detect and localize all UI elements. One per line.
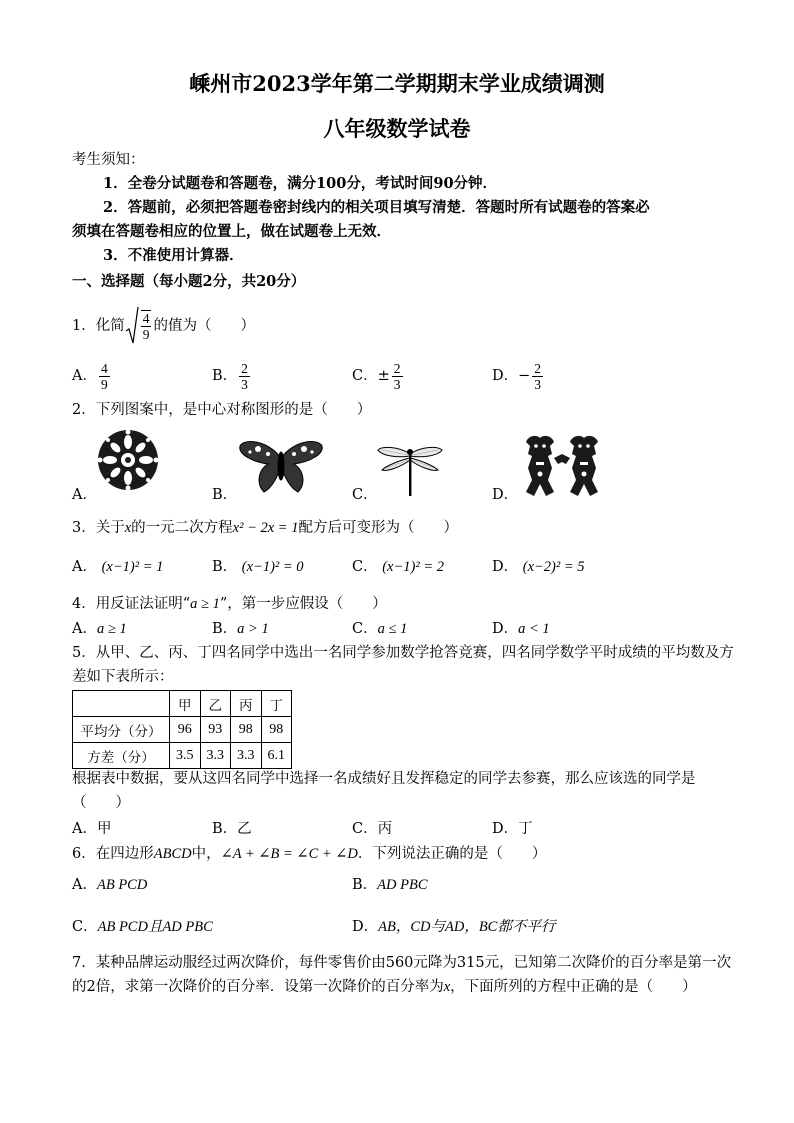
option-sign: ± — [377, 368, 390, 384]
q3-equation: x² − 2x = 1 — [232, 520, 299, 536]
radicand-numerator: 4 — [142, 311, 150, 326]
option-fraction — [239, 361, 250, 392]
question-5-stem: 5．从甲、乙、丙、丁四名同学中选出一名同学参加数学抢答竞赛，四名同学数学平时成绩的平均数及方 — [72, 645, 734, 661]
denominator: 9 — [100, 376, 108, 392]
question-4-stem — [72, 594, 387, 614]
table-row — [73, 717, 292, 743]
option-expression: a > 1 — [237, 621, 269, 637]
option-label: C． — [72, 919, 98, 935]
radical-sign-icon — [125, 306, 139, 346]
table-row — [73, 743, 292, 769]
q6-option-d — [352, 917, 555, 937]
option-expression: a ≤ 1 — [377, 621, 408, 637]
option-label: B． — [212, 621, 238, 637]
butterfly-figure — [238, 436, 324, 498]
notice-item-3: 3．不准使用计算器． — [103, 247, 244, 264]
option-label: B． — [212, 559, 238, 575]
q5-option-c — [352, 819, 392, 839]
q6-option-b — [352, 875, 428, 895]
option-text: 丁 — [518, 821, 533, 837]
radicand-fraction — [141, 310, 152, 342]
question-3-stem — [72, 518, 458, 538]
option-label: A． — [72, 368, 97, 384]
exam-title: 嵊州市2023学年第二学期期末学业成绩调测 — [189, 71, 605, 96]
notice-item-1: 1．全卷分试题卷和答题卷，满分100分，考试时间90分钟． — [103, 175, 498, 192]
question-2-stem: 2．下列图案中，是中心对称图形的是（ ） — [72, 402, 372, 418]
question-5-stem-cont: 差如下表所示： — [72, 669, 174, 685]
question-6-stem — [72, 844, 546, 864]
option-expression: AB PCD — [96, 877, 148, 893]
q4-option-a — [72, 619, 127, 639]
q2-option-a-label: A． — [72, 487, 97, 503]
q6-condition: ∠A + ∠B = ∠C + ∠D — [220, 846, 358, 862]
q4-statement: a ≥ 1 — [190, 596, 220, 612]
numerator: 2 — [534, 360, 542, 376]
q6-prefix: 6．在四边形 — [72, 846, 154, 862]
option-expression: (x−2)² = 5 — [522, 559, 585, 575]
q1-option-a — [72, 356, 112, 396]
q6-suffix: ．下列说法正确的是（ ） — [357, 846, 547, 862]
option-expression: AD PBC — [377, 877, 428, 893]
option-sign: − — [518, 368, 531, 384]
option-expression: AB PCD且AD PBC — [97, 919, 213, 935]
option-label: D． — [352, 919, 379, 935]
flower-medallion-figure — [96, 428, 160, 492]
option-label: D． — [492, 621, 519, 637]
question-7-stem-cont — [72, 977, 697, 997]
q3-option-c — [352, 557, 444, 577]
option-label: C． — [352, 821, 378, 837]
denominator: 3 — [534, 376, 542, 392]
numerator: 2 — [241, 360, 248, 376]
option-label: B． — [212, 368, 238, 384]
option-expression: a < 1 — [518, 621, 550, 637]
option-expression: (x−1)² = 1 — [101, 559, 164, 575]
table-header-cell: 丙 — [231, 691, 262, 717]
row-label-cell: 平均分（分） — [73, 717, 170, 743]
table-header-row — [73, 691, 292, 717]
section-heading: 一、选择题（每小题2分，共20分） — [72, 273, 306, 290]
option-expression: a ≥ 1 — [96, 621, 127, 637]
option-label: B． — [352, 877, 378, 893]
q3-suffix: 配方后可变形为（ ） — [298, 520, 458, 536]
denominator: 3 — [393, 376, 401, 392]
option-label: A． — [72, 877, 97, 893]
q3-prefix: 3．关于 — [72, 520, 125, 536]
option-label: A． — [72, 559, 97, 575]
dragonfly-figure — [376, 440, 444, 498]
q4-prefix: 4．用反证法证明“ — [72, 596, 191, 612]
table-cell: 3.3 — [200, 743, 231, 769]
sqrt-expression — [125, 306, 154, 346]
option-label: C． — [352, 368, 378, 384]
denominator: 3 — [241, 376, 248, 392]
q2-option-c-label: C． — [352, 487, 378, 503]
score-table — [72, 690, 292, 769]
notice-item-2: 2．答题前，必须把答题卷密封线内的相关项目填写清楚．答题时所有试题卷的答案必 — [103, 199, 650, 216]
q6-shape: ABCD — [153, 846, 192, 862]
numerator: 4 — [100, 360, 108, 376]
option-fraction — [99, 361, 110, 392]
option-text: 丙 — [377, 821, 393, 837]
table-cell: 93 — [200, 717, 231, 743]
option-expression: AB，CD与AD，BC都不平行 — [378, 919, 556, 935]
q1-suffix: 的值为（ ） — [153, 318, 255, 334]
question-1-stem — [72, 305, 255, 347]
row-label-cell: 方差（分） — [73, 743, 170, 769]
question-5-followup: 根据表中数据，要从这四名同学中选择一名成绩好且发挥稳定的同学去参赛，那么应该选的同学是 — [72, 771, 696, 787]
q1-option-c — [352, 356, 405, 396]
table-cell: 96 — [170, 717, 201, 743]
table-header-cell: 丁 — [261, 691, 292, 717]
table-corner-cell — [73, 691, 170, 717]
q3-mid: 的一元二次方程 — [131, 520, 233, 536]
table-cell: 98 — [261, 717, 292, 743]
question-7-stem: 7．某种品牌运动服经过两次降价，每件零售价由560元降为315元，已知第二次降价的百分率是第一次 — [72, 955, 732, 971]
option-fraction — [392, 361, 403, 392]
q6-option-a — [72, 875, 147, 895]
option-expression: (x−1)² = 2 — [382, 559, 444, 575]
option-label: C． — [352, 621, 378, 637]
q3-variable: x — [124, 520, 132, 536]
table-cell: 98 — [231, 717, 262, 743]
table-cell: 3.5 — [170, 743, 201, 769]
q3-option-d — [492, 557, 585, 577]
q4-option-c — [352, 619, 407, 639]
exam-subtitle: 八年级数学试卷 — [323, 116, 471, 141]
q6-option-c — [72, 917, 213, 937]
q3-option-a — [72, 557, 163, 577]
q7-variable: x — [443, 979, 451, 995]
q5-option-b — [212, 819, 252, 839]
q7-text: 的2倍，求第一次降价的百分率．设第一次降价的百分率为 — [72, 979, 444, 995]
option-expression: (x−1)² = 0 — [241, 559, 304, 575]
q1-option-d — [492, 356, 545, 396]
q4-suffix: ”，第一步应假设（ ） — [219, 596, 387, 612]
option-text: 甲 — [96, 821, 112, 837]
option-label: A． — [72, 621, 97, 637]
q1-prefix: 1．化简 — [72, 318, 125, 334]
option-text: 乙 — [237, 821, 252, 837]
option-label: D． — [492, 821, 519, 837]
option-label: D． — [492, 559, 519, 575]
option-fraction — [532, 361, 543, 392]
notice-heading: 考生须知： — [72, 152, 145, 168]
option-label: B． — [212, 821, 238, 837]
q2-option-d-label: D． — [492, 487, 519, 503]
option-label: C． — [352, 559, 378, 575]
q5-option-d — [492, 819, 533, 839]
notice-item-2-cont: 须填在答题卷相应的位置上，做在试题卷上无效． — [72, 223, 391, 240]
question-5-followup-cont: （ ） — [72, 795, 130, 811]
q3-option-b — [212, 557, 304, 577]
radicand-denominator: 9 — [142, 327, 150, 342]
q2-option-b-label: B． — [212, 487, 238, 503]
table-header-cell: 甲 — [170, 691, 201, 717]
table-header-cell: 乙 — [200, 691, 231, 717]
option-label: D． — [492, 368, 519, 384]
numerator: 2 — [393, 360, 401, 376]
table-cell: 6.1 — [261, 743, 292, 769]
q7-text-end: ，下面所列的方程中正确的是（ ） — [450, 979, 697, 995]
q4-option-b — [212, 619, 269, 639]
table-cell: 3.3 — [231, 743, 262, 769]
option-label: A． — [72, 821, 97, 837]
q5-option-a — [72, 819, 111, 839]
paper-cut-figures — [520, 434, 604, 498]
q4-option-d — [492, 619, 550, 639]
q1-option-b — [212, 356, 252, 396]
q6-mid: 中， — [191, 846, 221, 862]
